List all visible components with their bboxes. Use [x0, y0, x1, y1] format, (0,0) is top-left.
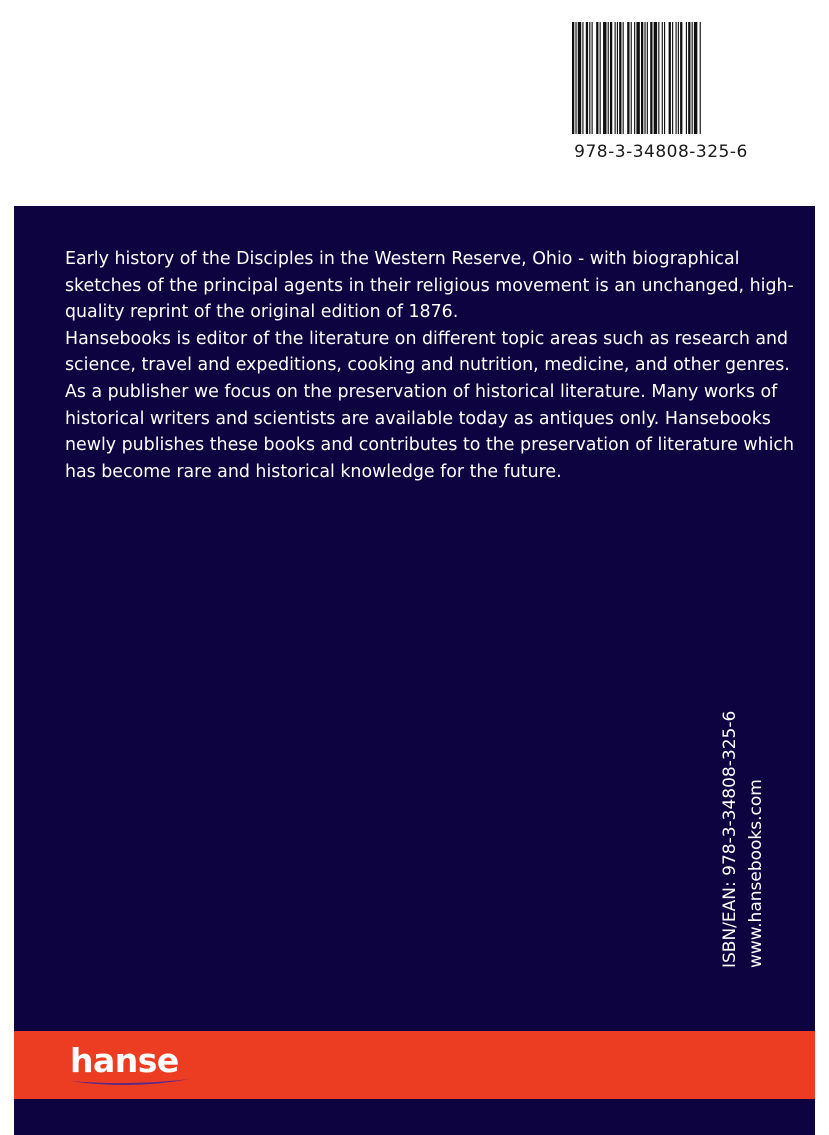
barcode-bar	[582, 22, 583, 134]
back-cover	[14, 206, 815, 1135]
isbn-block	[717, 698, 771, 968]
barcode-bar	[694, 22, 697, 134]
barcode-bar	[586, 22, 588, 134]
barcode-bar	[636, 22, 639, 134]
barcode	[566, 14, 756, 162]
barcode-bar	[610, 22, 612, 134]
barcode-bar	[600, 22, 601, 134]
logo-text: hanse	[70, 1041, 179, 1080]
publisher-band	[14, 1031, 815, 1099]
barcode-bar	[572, 22, 574, 134]
barcode-bar	[700, 22, 701, 134]
barcode-bar	[654, 22, 657, 134]
barcode-bar	[623, 22, 624, 134]
barcode-bar	[678, 22, 679, 134]
barcode-bar	[669, 22, 671, 134]
barcode-bar	[617, 22, 618, 134]
barcode-bar	[676, 22, 677, 134]
barcode-bars	[572, 22, 748, 134]
barcode-bar	[634, 22, 635, 134]
barcode-bar	[644, 22, 645, 134]
barcode-bar	[596, 22, 598, 134]
barcode-bar	[692, 22, 693, 134]
description-paragraph: Early history of the Disciples in the Western Reserve, Ohio - with biographical sketches of the principal agents in their religious movement is an unchanged, high-quality reprint of the original edition of 1876.	[65, 249, 794, 323]
hanse-logo	[68, 1041, 198, 1089]
barcode-bar	[592, 22, 593, 134]
barcode-bar	[686, 22, 687, 134]
barcode-bar	[664, 22, 665, 134]
barcode-bar	[672, 22, 673, 134]
publisher-paragraph: Hansebooks is editor of the literature on different topic areas such as research and science, travel and expeditions, cooking and nutrition, medicine, and other genres. As a publisher we focus on the preservation of historical literature. Many works of historical writers and scientists are available today as antiques only. Hansebooks newly publishes these books and contributes to the preservation of literature which has become rare and historical knowledge for the future.	[65, 328, 795, 482]
website-text: www.hansebooks.com	[746, 779, 766, 968]
barcode-bar	[615, 22, 616, 134]
barcode-bar	[578, 22, 581, 134]
isbn-text: ISBN/EAN: 978-3-34808-325-6	[720, 710, 740, 968]
barcode-bar	[575, 22, 576, 134]
barcode-number: 978-3-34808-325-6	[574, 142, 748, 162]
barcode-bar	[627, 22, 629, 134]
description-text	[65, 246, 795, 485]
barcode-bar	[589, 22, 590, 134]
barcode-bar	[680, 22, 682, 134]
barcode-bar	[603, 22, 606, 134]
barcode-bar	[650, 22, 652, 134]
barcode-bar	[688, 22, 690, 134]
barcode-bar	[641, 22, 643, 134]
barcode-bar	[631, 22, 632, 134]
barcode-bar	[647, 22, 648, 134]
barcode-bar	[658, 22, 659, 134]
barcode-bar	[619, 22, 621, 134]
barcode-bar	[608, 22, 609, 134]
logo-swoosh-icon	[68, 1075, 192, 1089]
barcode-bar	[662, 22, 663, 134]
